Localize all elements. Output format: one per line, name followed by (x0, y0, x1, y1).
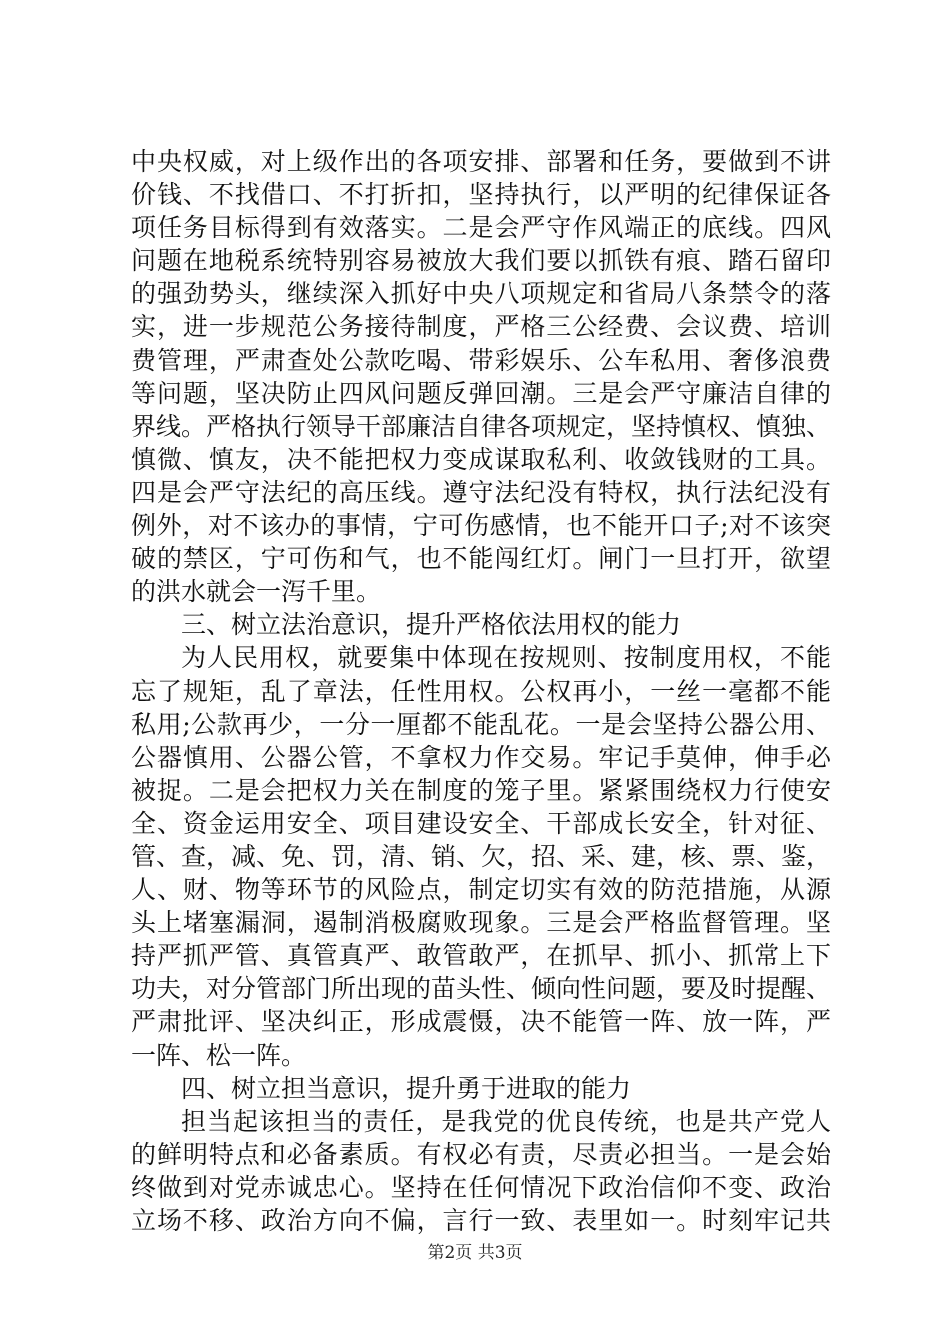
text-line: 担当起该担当的责任，是我党的优良传统，也是共产党人 (181, 1106, 831, 1136)
text-line: 价钱、不找借口、不打折扣，坚持执行，以严明的纪律保证各 (131, 180, 831, 210)
page-footer: 第2页 共3页 (427, 1243, 523, 1263)
text-line: 被捉。二是会把权力关在制度的笼子里。紧紧围绕权力行使安 (131, 775, 831, 805)
text-line: 私用;公款再少，一分一厘都不能乱花。一是会坚持公器公用、 (131, 709, 831, 739)
document-body (131, 145, 831, 1237)
text-line: 功夫，对分管部门所出现的苗头性、倾向性问题，要及时提醒、 (131, 974, 832, 1004)
text-line: 破的禁区，宁可伤和气，也不能闯红灯。闸门一旦打开，欲望 (131, 544, 831, 574)
text-line: 实，进一步规范公务接待制度，严格三公经费、会议费、培训 (131, 312, 831, 342)
section-heading: 四、树立担当意识，提升勇于进取的能力 (181, 1073, 632, 1103)
text-line: 例外，对不该办的事情，宁可伤感情，也不能开口子;对不该突 (131, 511, 831, 541)
text-line: 一阵、松一阵。 (131, 1040, 307, 1070)
text-line: 全、资金运用安全、项目建设安全、干部成长安全，针对征、 (131, 808, 831, 838)
text-line: 的强劲势头，继续深入抓好中央八项规定和省局八条禁令的落 (131, 279, 831, 309)
text-line: 的鲜明特点和必备素质。有权必有责，尽责必担当。一是会始 (131, 1139, 831, 1169)
text-line: 人、财、物等环节的风险点，制定切实有效的防范措施，从源 (131, 875, 831, 905)
text-line: 公器慎用、公器公管，不拿权力作交易。牢记手莫伸，伸手必 (131, 742, 831, 772)
text-line: 严肃批评、坚决纠正，形成震慑，决不能管一阵、放一阵，严 (131, 1007, 831, 1037)
text-line: 慎微、慎友，决不能把权力变成谋取私利、收敛钱财的工具。 (131, 444, 831, 474)
section-heading: 三、树立法治意识，提升严格依法用权的能力 (181, 610, 682, 640)
text-line: 等问题，坚决防止四风问题反弹回潮。三是会严守廉洁自律的 (131, 378, 831, 408)
text-line: 为人民用权，就要集中体现在按规则、按制度用权，不能 (181, 643, 831, 673)
text-line: 立场不移、政治方向不偏，言行一致、表里如一。时刻牢记共 (131, 1206, 831, 1235)
text-line: 管、查，减、免、罚，清、销、欠，招、采、建，核、票、鉴， (131, 841, 832, 871)
text-line: 持严抓严管、真管真严、敢管敢严，在抓早、抓小、抓常上下 (131, 941, 831, 971)
text-line: 问题在地税系统特别容易被放大我们要以抓铁有痕、踏石留印 (131, 246, 831, 276)
text-line: 的洪水就会一泻千里。 (131, 577, 382, 607)
text-line: 忘了规矩，乱了章法，任性用权。公权再小，一丝一毫都不能 (131, 676, 831, 706)
text-line: 终做到对党赤诚忠心。坚持在任何情况下政治信仰不变、政治 (131, 1172, 831, 1202)
text-line: 头上堵塞漏洞，遏制消极腐败现象。三是会严格监督管理。坚 (131, 908, 831, 938)
text-line: 四是会严守法纪的高压线。遵守法纪没有特权，执行法纪没有 (131, 477, 831, 507)
text-line: 中央权威，对上级作出的各项安排、部署和任务，要做到不讲 (131, 147, 831, 176)
text-line: 界线。严格执行领导干部廉洁自律各项规定，坚持慎权、慎独、 (131, 411, 832, 441)
text-line: 费管理，严肃查处公款吃喝、带彩娱乐、公车私用、奢侈浪费 (131, 345, 831, 375)
text-line: 项任务目标得到有效落实。二是会严守作风端正的底线。四风 (131, 213, 831, 243)
